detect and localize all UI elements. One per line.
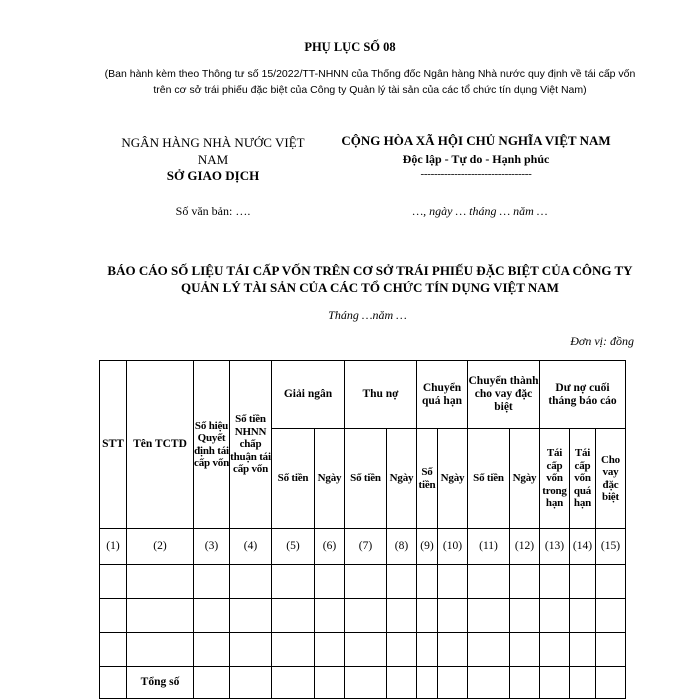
column-number: (8) xyxy=(387,529,417,565)
document-number: Số văn bản: …. xyxy=(175,204,251,218)
column-number: (7) xyxy=(345,529,387,565)
header-special-conversion: Chuyển thành cho vay đặc biệt xyxy=(468,361,540,429)
column-number: (3) xyxy=(194,529,230,565)
header-amount: Số tiền xyxy=(345,429,387,529)
column-number: (5) xyxy=(272,529,315,565)
header-date: Ngày xyxy=(387,429,417,529)
refinancing-table xyxy=(99,360,626,699)
column-number: (14) xyxy=(570,529,596,565)
report-title: BÁO CÁO SỐ LIỆU TÁI CẤP VỐN TRÊN CƠ SỞ TRÁI PHIẾU ĐẶC BIỆT CỦA CÔNG TY QUẢN LÝ TÀI SẢN CỦA CÁC TỔ CHỨC TÍN DỤNG VIỆT NAM xyxy=(107,263,633,295)
table-row xyxy=(100,633,626,667)
header-special-loan: Cho vay đặc biệt xyxy=(596,429,626,529)
header-date: Ngày xyxy=(510,429,540,529)
issuer-department: SỞ GIAO DỊCH xyxy=(166,168,260,183)
column-number: (15) xyxy=(596,529,626,565)
header-tctd: Tên TCTD xyxy=(127,361,194,529)
report-period: Tháng …năm … xyxy=(328,308,407,322)
column-number: (6) xyxy=(315,529,345,565)
nation-name: CỘNG HÒA XÃ HỘI CHỦ NGHĨA VIỆT NAM xyxy=(341,133,611,148)
header-amount-short: Số tiền xyxy=(417,429,438,529)
header-in-term: Tái cấp vốn trong hạn xyxy=(540,429,570,529)
column-number: (12) xyxy=(510,529,540,565)
header-approved-amount: Số tiền NHNN chấp thuận tái cấp vốn xyxy=(230,361,272,529)
header-date: Ngày xyxy=(315,429,345,529)
header-amount: Số tiền xyxy=(272,429,315,529)
header-overdue-refi: Tái cấp vốn quá hạn xyxy=(570,429,596,529)
header-date: Ngày xyxy=(438,429,468,529)
table-row xyxy=(100,599,626,633)
header-stt: STT xyxy=(100,361,127,529)
appendix-subtitle: (Ban hành kèm theo Thông tư số 15/2022/TT-NHNN của Thống đốc Ngân hàng Nhà nước quy định về tái cấp vốn trên cơ sở trái phiếu đặc biệt của Công ty Quản lý tài sản của các tổ chức tín dụng Việt Nam) xyxy=(104,68,636,96)
column-number: (2) xyxy=(127,529,194,565)
total-row xyxy=(100,667,626,699)
column-number: (9) xyxy=(417,529,438,565)
header-overdue: Chuyển quá hạn xyxy=(417,361,468,429)
nation-motto: Độc lập - Tự do - Hạnh phúc xyxy=(402,152,550,166)
appendix-title: PHỤ LỤC SỐ 08 xyxy=(304,40,396,54)
header-collection: Thu nợ xyxy=(345,361,417,429)
motto-divider: --------------------------------- xyxy=(420,168,532,180)
column-number: (13) xyxy=(540,529,570,565)
column-number: (4) xyxy=(230,529,272,565)
header-decision-number: Số hiệu Quyết định tái cấp vốn xyxy=(194,361,230,529)
header-ending-balance: Dư nợ cuối tháng báo cáo xyxy=(540,361,626,429)
column-number: (10) xyxy=(438,529,468,565)
document-date: …, ngày … tháng … năm … xyxy=(412,204,548,218)
header-amount: Số tiền xyxy=(468,429,510,529)
currency-unit: Đơn vị: đồng xyxy=(570,334,634,348)
column-number: (11) xyxy=(468,529,510,565)
table-row xyxy=(100,565,626,599)
column-number: (1) xyxy=(100,529,127,565)
header-disbursement: Giải ngân xyxy=(272,361,345,429)
total-label: Tổng số xyxy=(127,667,194,699)
issuer-name: NGÂN HÀNG NHÀ NƯỚC VIỆT NAM xyxy=(121,135,305,167)
